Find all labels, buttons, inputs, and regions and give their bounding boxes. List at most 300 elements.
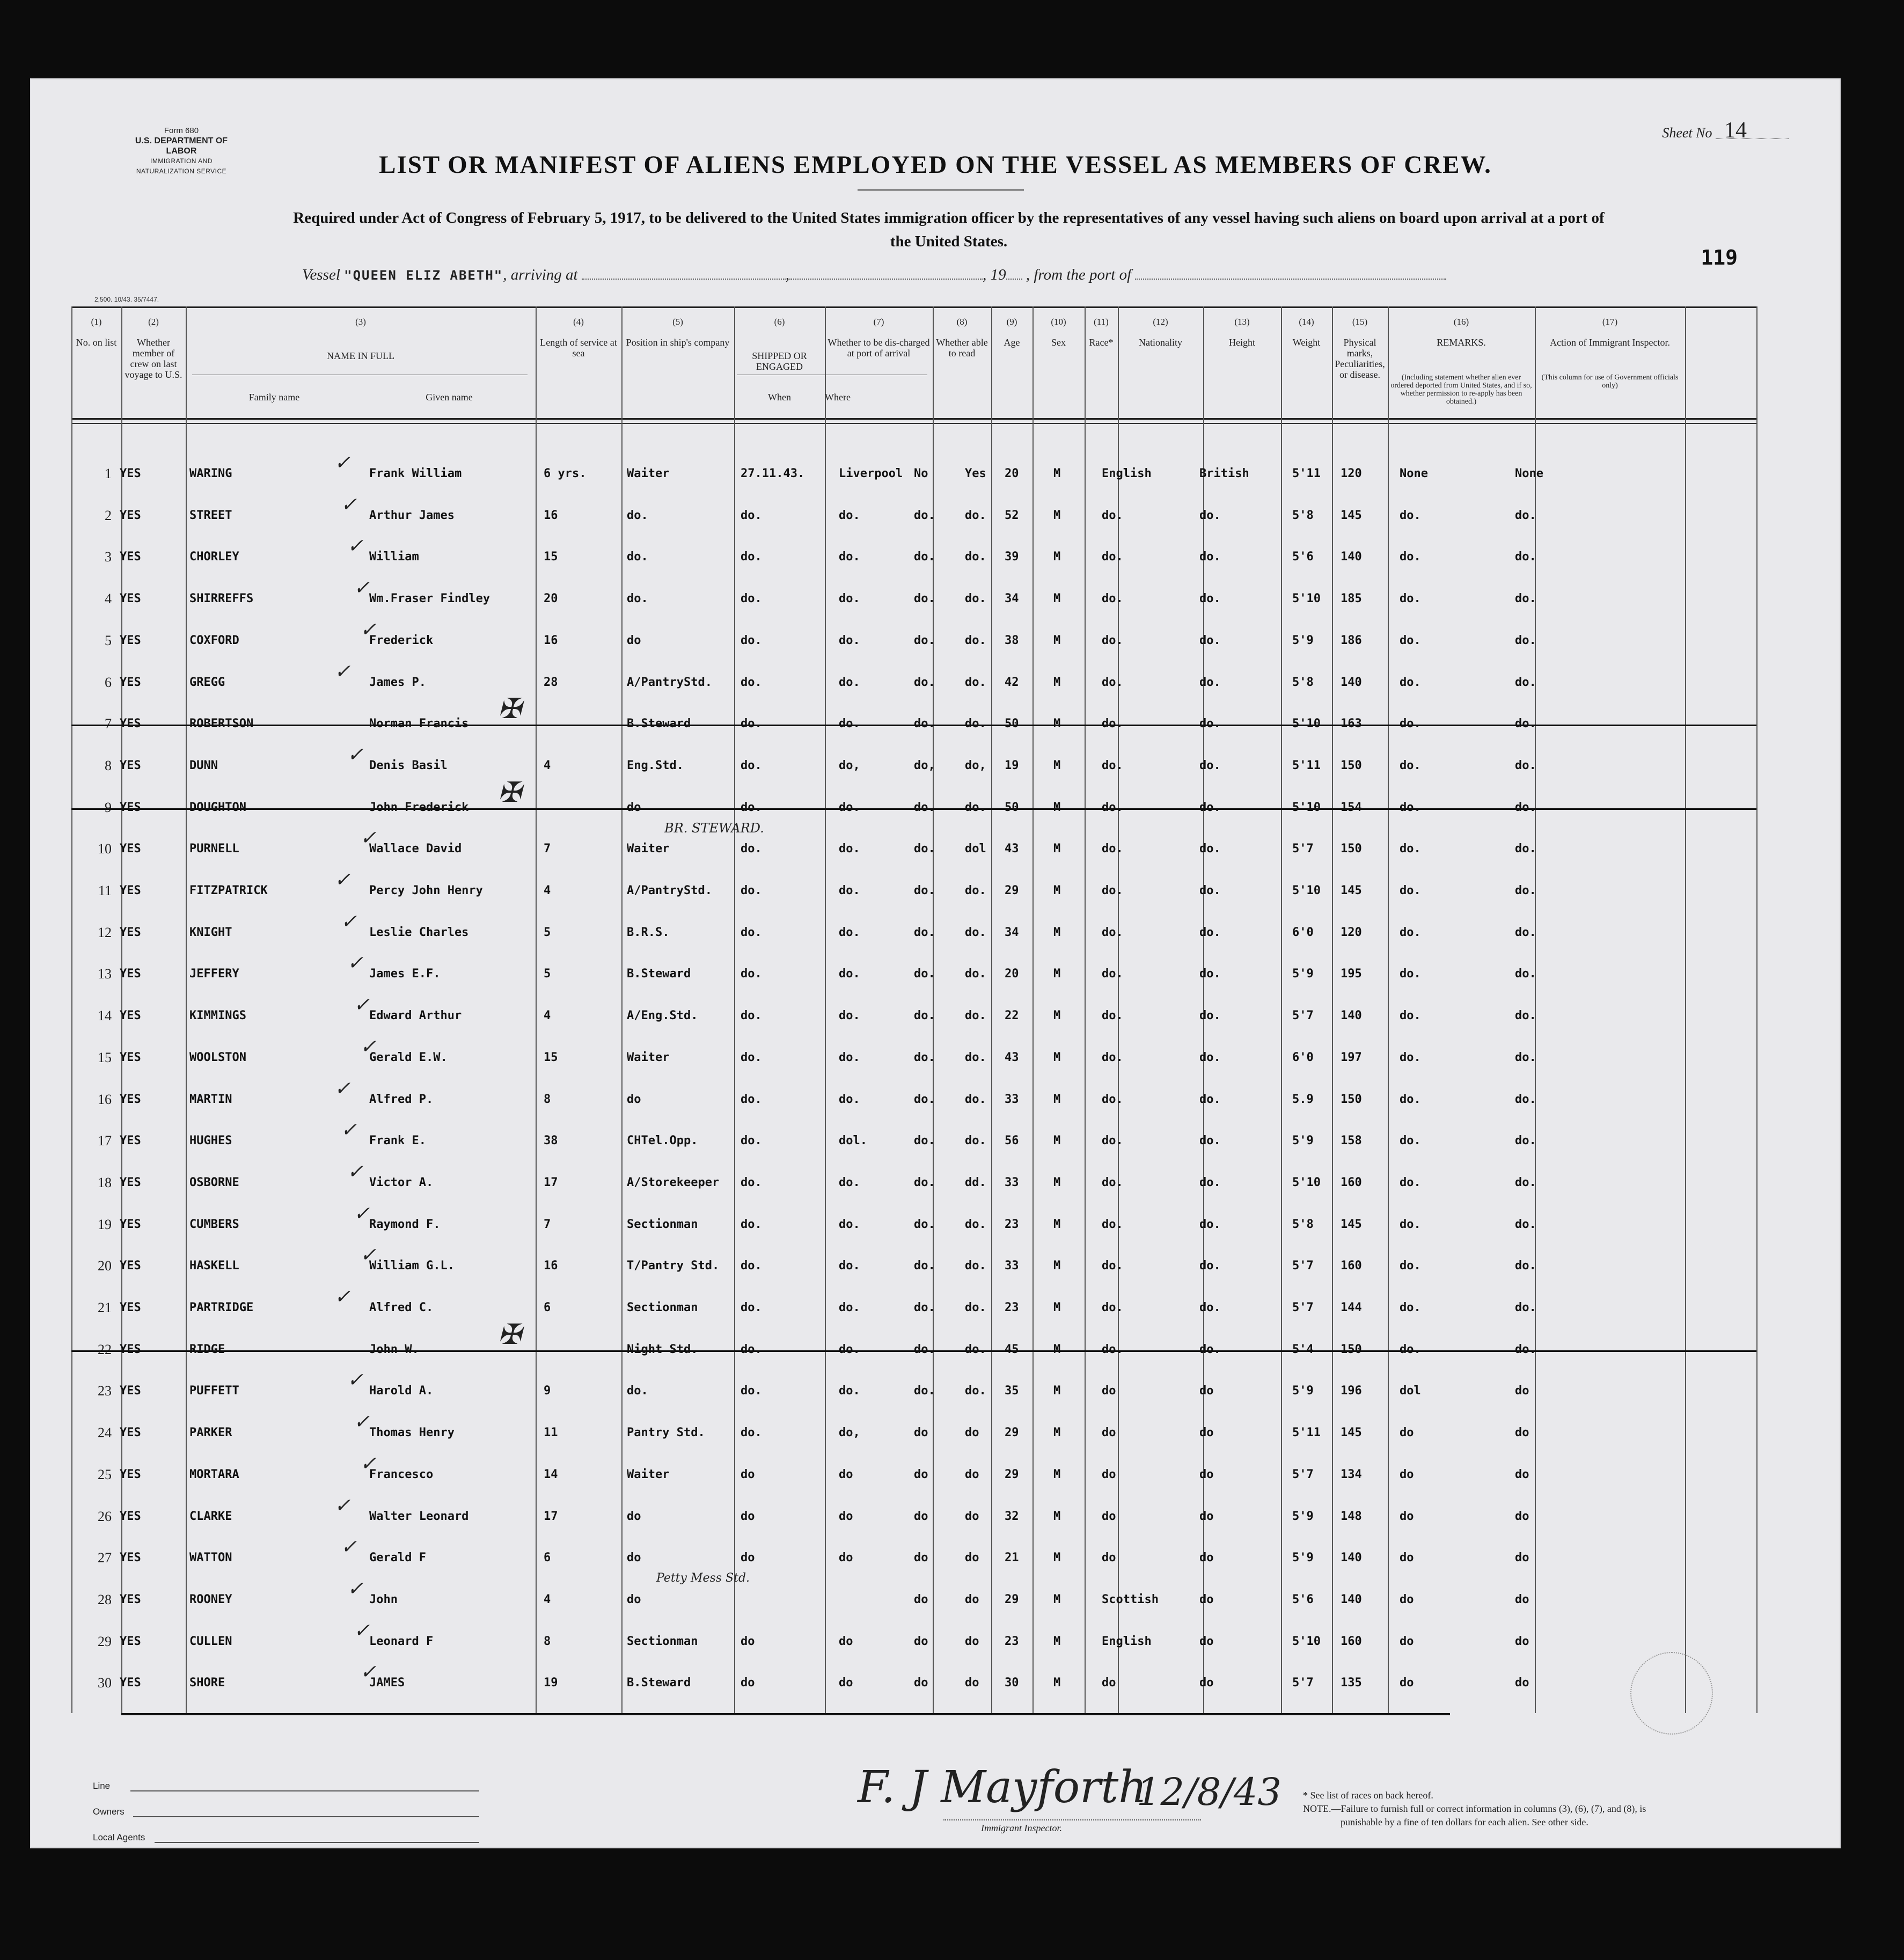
cell-family: OSBORNE	[189, 1175, 239, 1189]
cell-prev: YES	[120, 1301, 141, 1314]
cell-weight: 145	[1341, 884, 1362, 897]
cell-race: do.	[1102, 842, 1123, 856]
cell-service: 9	[544, 1384, 551, 1398]
cell-remarks: do.	[1515, 1259, 1536, 1273]
cell-age: 33	[1005, 1092, 1019, 1106]
column-divider	[1388, 306, 1389, 1713]
column-number: (6)	[774, 317, 785, 327]
cell-position: Night Std.	[627, 1342, 698, 1356]
cell-discharged: do.	[914, 550, 935, 564]
cell-family: JEFFERY	[189, 967, 239, 981]
column-subheader: When	[768, 392, 791, 403]
cell-age: 34	[1005, 592, 1019, 606]
cell-height: 5'9	[1292, 1134, 1314, 1148]
cell-race: do.	[1102, 592, 1123, 606]
cell-weight: 140	[1341, 1551, 1362, 1565]
cell-discharged: do.	[914, 1384, 935, 1398]
cell-height: 5'10	[1292, 884, 1321, 897]
cell-race: do.	[1102, 1134, 1123, 1148]
cell-position: do	[627, 800, 641, 814]
cell-family: ROBERTSON	[189, 717, 254, 731]
vessel-line: Vessel "QUEEN ELIZ ABETH", arriving at , , 19 , from the port of	[302, 266, 1697, 284]
cell-family: DOUGHTON	[189, 800, 246, 814]
cell-position: do.	[627, 1384, 648, 1398]
cell-given: Francesco	[369, 1467, 434, 1481]
cell-age: 32	[1005, 1509, 1019, 1523]
cell-discharged: No	[914, 467, 928, 480]
cell-nationality: do.	[1199, 633, 1221, 647]
cell-nationality: do.	[1199, 884, 1221, 897]
cell-sex: M	[1053, 675, 1061, 689]
cell-service: 8	[544, 1092, 551, 1106]
check-mark: ✓	[354, 1411, 370, 1434]
cell-height: 5'7	[1292, 1259, 1314, 1273]
print-code: 2,500. 10/43. 35/7447.	[94, 296, 159, 303]
row-number: 9	[105, 799, 112, 815]
cell-prev: YES	[120, 800, 141, 814]
inspector-signature: F. J Mayforth	[858, 1762, 1147, 1813]
cell-read: do.	[965, 1259, 986, 1273]
cell-prev: YES	[120, 1426, 141, 1440]
column-number: (17)	[1602, 317, 1618, 327]
cell-read: do	[965, 1676, 979, 1690]
cell-where: do.	[839, 1175, 860, 1189]
cell-height: 6'0	[1292, 1050, 1314, 1064]
cell-position: do	[627, 1592, 641, 1606]
cell-service: 16	[544, 508, 558, 522]
cell-discharged: do	[914, 1634, 928, 1648]
column-header: Height	[1229, 337, 1255, 348]
cell-when: do	[741, 1676, 755, 1690]
cell-race: do.	[1102, 675, 1123, 689]
cell-age: 23	[1005, 1301, 1019, 1314]
check-mark: ✓	[334, 869, 351, 891]
check-mark: ✓	[334, 452, 351, 474]
cell-height: 5'9	[1292, 633, 1314, 647]
cell-service: 4	[544, 1592, 551, 1606]
line-label: Line	[93, 1781, 111, 1791]
cell-given: Percy John Henry	[369, 884, 483, 897]
row-number: 22	[98, 1341, 112, 1357]
cell-position: Waiter	[627, 467, 670, 480]
cell-family: HUGHES	[189, 1134, 232, 1148]
cell-read: do.	[965, 633, 986, 647]
cell-when: do.	[741, 1259, 762, 1273]
column-header: No. on list	[76, 337, 117, 348]
cell-weight: 186	[1341, 633, 1362, 647]
cell-given: John W.	[369, 1342, 419, 1356]
cell-where: do.	[839, 1009, 860, 1023]
cell-race: do.	[1102, 633, 1123, 647]
column-number: (3)	[355, 317, 366, 327]
cell-weight: 140	[1341, 1592, 1362, 1606]
cell-weight: 120	[1341, 467, 1362, 480]
cell-sex: M	[1053, 884, 1061, 897]
cell-weight: 195	[1341, 967, 1362, 981]
column-number: (11)	[1094, 317, 1109, 327]
signature-date: 12/8/43	[1137, 1770, 1281, 1814]
page-subtitle: Required under Act of Congress of February 5, 1917, to be delivered to the United States immigration officer by the representatives of any vessel having such aliens on board upon arrival at a port of the United States.	[293, 209, 1605, 250]
cell-when: do.	[741, 1175, 762, 1189]
column-number: (4)	[573, 317, 584, 327]
cell-age: 22	[1005, 1009, 1019, 1023]
cell-age: 43	[1005, 1050, 1019, 1064]
cell-when: do.	[741, 508, 762, 522]
cell-when: do.	[741, 633, 762, 647]
cell-sex: M	[1053, 1134, 1061, 1148]
cell-sex: M	[1053, 758, 1061, 772]
cell-where: do.	[839, 550, 860, 564]
cell-age: 33	[1005, 1259, 1019, 1273]
cell-family: CUMBERS	[189, 1217, 239, 1231]
local-agents-field	[155, 1842, 479, 1843]
cell-where: do.	[839, 925, 860, 939]
cell-nationality: do.	[1199, 1175, 1221, 1189]
column-header: Whether member of crew on last voyage to U.S.	[125, 337, 182, 380]
cell-read: Yes	[965, 467, 986, 480]
cell-given: Wm.Fraser Findley	[369, 592, 490, 606]
check-mark: ✓	[334, 1077, 351, 1100]
cell-discharged: do	[914, 1426, 928, 1440]
cell-when: do.	[741, 550, 762, 564]
cell-height: 5'8	[1292, 675, 1314, 689]
cell-age: 35	[1005, 1384, 1019, 1398]
row-number: 26	[98, 1508, 112, 1524]
row-number: 29	[98, 1633, 112, 1649]
cell-read: do.	[965, 884, 986, 897]
cell-position: do	[627, 1092, 641, 1106]
cell-marks: do.	[1400, 1092, 1421, 1106]
cell-read: do.	[965, 1342, 986, 1356]
cell-service: 6	[544, 1551, 551, 1565]
column-number: (7)	[873, 317, 884, 327]
row-number: 25	[98, 1466, 112, 1482]
cell-when: 27.11.43.	[741, 467, 805, 480]
cell-remarks: do.	[1515, 1342, 1536, 1356]
cell-when: do.	[741, 1050, 762, 1064]
cell-height: 5'7	[1292, 1301, 1314, 1314]
cell-family: GREGG	[189, 675, 225, 689]
cell-age: 29	[1005, 884, 1019, 897]
cell-weight: 140	[1341, 550, 1362, 564]
cell-family: PARKER	[189, 1426, 232, 1440]
cell-nationality: do.	[1199, 508, 1221, 522]
cell-given: Gerald F	[369, 1551, 426, 1565]
column-divider	[621, 306, 623, 1713]
cell-read: do.	[965, 800, 986, 814]
cell-race: do	[1102, 1384, 1116, 1398]
cell-age: 29	[1005, 1426, 1019, 1440]
cell-given: John	[369, 1592, 398, 1606]
cell-read: do.	[965, 925, 986, 939]
check-mark: ✓	[354, 994, 370, 1016]
cell-given: Wallace David	[369, 842, 462, 856]
check-mark: ✓	[347, 952, 364, 975]
cell-sex: M	[1053, 1217, 1061, 1231]
column-header: Physical marks, Peculiarities, or disease.	[1335, 337, 1385, 380]
cell-nationality: do.	[1199, 1134, 1221, 1148]
cell-service: 15	[544, 1050, 558, 1064]
cell-weight: 145	[1341, 1217, 1362, 1231]
cell-marks: do	[1400, 1426, 1414, 1440]
cell-where: do.	[839, 592, 860, 606]
cell-marks: do.	[1400, 842, 1421, 856]
cell-race: do.	[1102, 550, 1123, 564]
cell-age: 30	[1005, 1676, 1019, 1690]
cell-when: do.	[741, 1384, 762, 1398]
cell-where: Liverpool	[839, 467, 903, 480]
cell-sex: M	[1053, 592, 1061, 606]
cell-sex: M	[1053, 1467, 1061, 1481]
check-mark: ✓	[334, 1286, 351, 1308]
row-number: 6	[105, 674, 112, 690]
form-number: Form 680	[164, 126, 199, 135]
cell-marks: do	[1400, 1634, 1414, 1648]
cell-height: 5'4	[1292, 1342, 1314, 1356]
cell-given: Alfred C.	[369, 1301, 434, 1314]
cell-weight: 150	[1341, 758, 1362, 772]
handwritten-annotation: BR. STEWARD.	[664, 821, 764, 836]
cell-age: 20	[1005, 967, 1019, 981]
cell-where: do.	[839, 1384, 860, 1398]
cell-weight: 163	[1341, 717, 1362, 731]
cell-discharged: do	[914, 1676, 928, 1690]
strike-through-line	[71, 1350, 1756, 1352]
cell-marks: do.	[1400, 884, 1421, 897]
row-number: 8	[105, 757, 112, 773]
cell-discharged: do.	[914, 508, 935, 522]
cell-where: do,	[839, 758, 860, 772]
row-number: 7	[105, 716, 112, 732]
column-header: NAME IN FULL	[327, 350, 394, 361]
cell-age: 50	[1005, 800, 1019, 814]
cell-read: do.	[965, 550, 986, 564]
cell-when: do	[741, 1467, 755, 1481]
cell-marks: do.	[1400, 1175, 1421, 1189]
cell-weight: 145	[1341, 508, 1362, 522]
check-mark: ✓	[347, 1369, 364, 1392]
cell-height: 5'10	[1292, 592, 1321, 606]
cell-when: do.	[741, 800, 762, 814]
cell-prev: YES	[120, 633, 141, 647]
column-number: (12)	[1153, 317, 1168, 327]
manifest-document	[31, 79, 1840, 1847]
cell-remarks: do.	[1515, 550, 1536, 564]
cell-when: do.	[741, 1301, 762, 1314]
cell-marks: do	[1400, 1551, 1414, 1565]
cell-read: do	[965, 1634, 979, 1648]
row-number: 4	[105, 591, 112, 607]
cell-remarks: do	[1515, 1509, 1529, 1523]
cell-prev: YES	[120, 1092, 141, 1106]
cell-weight: 196	[1341, 1384, 1362, 1398]
cell-where: do	[839, 1634, 853, 1648]
cell-remarks: do.	[1515, 1175, 1536, 1189]
cell-prev: YES	[120, 592, 141, 606]
cell-position: T/Pantry Std.	[627, 1259, 720, 1273]
cell-service: 6 yrs.	[544, 467, 587, 480]
cell-prev: YES	[120, 1009, 141, 1023]
row-number: 28	[98, 1591, 112, 1607]
page-title: LIST OR MANIFEST OF ALIENS EMPLOYED ON THE VESSEL AS MEMBERS OF CREW.	[379, 151, 1492, 179]
cell-given: William	[369, 550, 419, 564]
cell-sex: M	[1053, 717, 1061, 731]
cell-position: do	[627, 633, 641, 647]
cell-family: PURNELL	[189, 842, 239, 856]
cell-age: 50	[1005, 717, 1019, 731]
cell-remarks: do.	[1515, 1050, 1536, 1064]
cell-race: do.	[1102, 1259, 1123, 1273]
check-mark: ✓	[341, 1536, 357, 1559]
cell-nationality: do.	[1199, 1217, 1221, 1231]
cell-race: English	[1102, 1634, 1152, 1648]
cell-discharged: do.	[914, 1301, 935, 1314]
strike-through-line	[71, 725, 1756, 726]
cell-nationality: do	[1199, 1509, 1214, 1523]
cell-race: do.	[1102, 800, 1123, 814]
cell-marks: None	[1400, 467, 1428, 480]
column-divider	[536, 306, 537, 1713]
cell-family: KIMMINGS	[189, 1009, 246, 1023]
cell-read: do.	[965, 967, 986, 981]
cell-remarks: do.	[1515, 758, 1536, 772]
cell-remarks: None	[1515, 467, 1543, 480]
cell-weight: 150	[1341, 1342, 1362, 1356]
cell-nationality: do	[1199, 1467, 1214, 1481]
column-divider	[1281, 306, 1282, 1713]
cell-nationality: do.	[1199, 1342, 1221, 1356]
cell-given: Frederick	[369, 633, 434, 647]
cell-height: 5'7	[1292, 1676, 1314, 1690]
cell-read: do.	[965, 675, 986, 689]
cell-height: 5'6	[1292, 550, 1314, 564]
check-mark: ✓	[341, 493, 357, 516]
cell-family: STREET	[189, 508, 232, 522]
cell-nationality: do.	[1199, 1050, 1221, 1064]
cell-weight: 150	[1341, 842, 1362, 856]
cell-sex: M	[1053, 1509, 1061, 1523]
cell-given: Edward Arthur	[369, 1009, 462, 1023]
cell-when: do	[741, 1551, 755, 1565]
cell-when: do.	[741, 1134, 762, 1148]
cell-nationality: do	[1199, 1426, 1214, 1440]
cell-prev: YES	[120, 1384, 141, 1398]
column-subheader: (Including statement whether alien ever ordered deported from United States, and if so, whether permission to re-apply has been obtained.)	[1390, 374, 1532, 406]
cell-where: do.	[839, 1217, 860, 1231]
cell-weight: 140	[1341, 1009, 1362, 1023]
cell-given: Leonard F	[369, 1634, 434, 1648]
cell-nationality: do.	[1199, 925, 1221, 939]
cell-service: 28	[544, 675, 558, 689]
cancel-scribble-icon: ✠	[498, 693, 522, 726]
cell-read: dd.	[965, 1175, 986, 1189]
row-number: 12	[98, 924, 112, 940]
cell-family: RIDGE	[189, 1342, 225, 1356]
cell-position: A/Storekeeper	[627, 1175, 720, 1189]
cell-nationality: do.	[1199, 967, 1221, 981]
cell-family: MARTIN	[189, 1092, 232, 1106]
cell-prev: YES	[120, 508, 141, 522]
cell-remarks: do.	[1515, 1217, 1536, 1231]
cell-age: 33	[1005, 1175, 1019, 1189]
column-divider	[71, 306, 72, 1713]
cell-height: 5'11	[1292, 758, 1321, 772]
cell-sex: M	[1053, 550, 1061, 564]
cell-marks: do.	[1400, 1342, 1421, 1356]
cell-marks: do.	[1400, 717, 1421, 731]
cell-where: do.	[839, 717, 860, 731]
cell-family: PARTRIDGE	[189, 1301, 254, 1314]
cell-nationality: do.	[1199, 675, 1221, 689]
column-subheader: (This column for use of Government officials only)	[1541, 374, 1679, 390]
cell-age: 52	[1005, 508, 1019, 522]
cell-family: PUFFETT	[189, 1384, 239, 1398]
check-mark: ✓	[360, 618, 377, 641]
cell-race: do.	[1102, 1217, 1123, 1231]
cell-prev: YES	[120, 550, 141, 564]
cell-nationality: do.	[1199, 758, 1221, 772]
cell-given: Frank E.	[369, 1134, 426, 1148]
cell-marks: do.	[1400, 675, 1421, 689]
cell-marks: do.	[1400, 1134, 1421, 1148]
cell-prev: YES	[120, 1634, 141, 1648]
cell-when: do	[741, 1634, 755, 1648]
cell-where: do	[839, 1676, 853, 1690]
cell-position: Waiter	[627, 1467, 670, 1481]
cell-marks: do.	[1400, 800, 1421, 814]
cell-read: do	[965, 1426, 979, 1440]
column-divider	[734, 306, 735, 1713]
cell-where: do.	[839, 508, 860, 522]
cell-family: KNIGHT	[189, 925, 232, 939]
check-mark: ✓	[334, 660, 351, 683]
cell-where: do	[839, 1509, 853, 1523]
cell-service: 4	[544, 884, 551, 897]
row-number: 23	[98, 1383, 112, 1399]
cell-read: do.	[965, 717, 986, 731]
cell-when: do.	[741, 1426, 762, 1440]
cell-service: 5	[544, 967, 551, 981]
cell-weight: 140	[1341, 675, 1362, 689]
cell-height: 5'8	[1292, 508, 1314, 522]
row-number: 19	[98, 1216, 112, 1232]
cell-race: do	[1102, 1676, 1116, 1690]
cell-marks: do.	[1400, 1259, 1421, 1273]
year-label: 19	[990, 266, 1006, 283]
cell-weight: 134	[1341, 1467, 1362, 1481]
cell-race: do.	[1102, 1342, 1123, 1356]
cell-remarks: do.	[1515, 1301, 1536, 1314]
column-number: (14)	[1299, 317, 1314, 327]
cell-when: do.	[741, 925, 762, 939]
cell-when: do.	[741, 842, 762, 856]
cell-given: Frank William	[369, 467, 462, 480]
cell-height: 5'11	[1292, 467, 1321, 480]
cell-family: HASKELL	[189, 1259, 239, 1273]
cell-service: 4	[544, 1009, 551, 1023]
column-number: (2)	[148, 317, 159, 327]
cell-height: 5'10	[1292, 800, 1321, 814]
cell-read: do,	[965, 758, 986, 772]
cell-height: 6'0	[1292, 925, 1314, 939]
cell-nationality: do.	[1199, 1009, 1221, 1023]
cell-when: do.	[741, 1092, 762, 1106]
cell-position: do.	[627, 592, 648, 606]
cell-position: B.R.S.	[627, 925, 670, 939]
cell-race: do.	[1102, 508, 1123, 522]
cell-where: do.	[839, 1259, 860, 1273]
cell-read: do.	[965, 1301, 986, 1314]
